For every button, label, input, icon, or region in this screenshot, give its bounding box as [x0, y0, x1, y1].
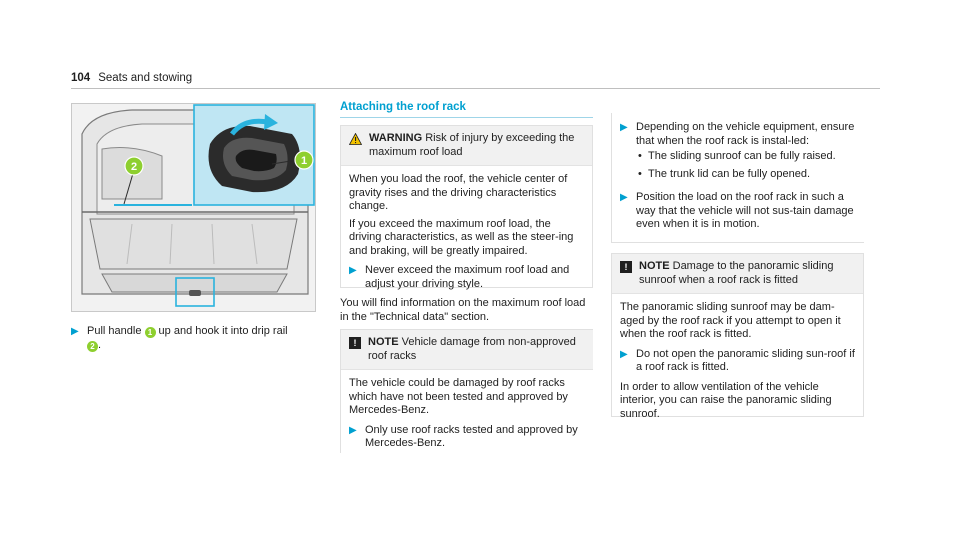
- note-heading: Vehicle damage from non-approved roof racks: [368, 336, 576, 362]
- warning-paragraph-2: If you exceed the maximum roof load, the driving characteristics, as well as the steer-ing and braking, will be greatly impaired.: [349, 217, 574, 257]
- equipment-step: [620, 121, 856, 185]
- sunroof-note-body: [612, 294, 863, 433]
- note-label: NOTE: [368, 336, 399, 348]
- note-body-text: The vehicle could be damaged by roof racks which have not been tested and approved by Mercedes-Benz.: [349, 377, 568, 416]
- pull-handle-step: [71, 325, 321, 352]
- warning-header: [341, 126, 592, 166]
- section-heading: Attaching the roof rack: [340, 101, 466, 113]
- conditions-list: [636, 150, 856, 181]
- warning-step-text: Never exceed the maximum roof load and adjust your driving style.: [365, 264, 570, 290]
- sunroof-note-label: NOTE: [639, 260, 670, 272]
- roof-rack-steps: [611, 113, 864, 243]
- note-box-racks: [340, 329, 593, 453]
- note-step: [349, 424, 585, 451]
- warning-box: [340, 125, 593, 288]
- page-header: [71, 72, 192, 86]
- note-header-text: [368, 336, 585, 363]
- list-item: • The sliding sunroof can be fully raised.: [636, 150, 856, 164]
- warning-triangle-icon: [349, 133, 362, 145]
- equipment-step-text: Depending on the vehicle equipment, ensure that when the roof rack is instal-led:: [636, 121, 855, 147]
- step-text-end: .: [98, 338, 102, 351]
- step-arrow-icon: ▶: [620, 348, 628, 360]
- callout-1-badge: 1: [145, 327, 156, 338]
- trunk-illustration: [71, 103, 316, 312]
- callout-2-badge: 2: [87, 341, 98, 352]
- roof-rack-steps-body: [612, 113, 864, 232]
- warning-heading: Risk of injury by exceeding the maximum roof load: [369, 132, 575, 158]
- position-load-text: Position the load on the roof rack in such a way that the vehicle will not sus-tain damage even when it is in motion.: [636, 191, 854, 230]
- note-step-text: Only use roof racks tested and approved by Mercedes-Benz.: [365, 423, 578, 449]
- callout-1-label: 1: [300, 155, 308, 167]
- note-box-sunroof: [611, 253, 864, 420]
- sunroof-note-text: The panoramic sliding sunroof may be dam-aged by the roof rack if you attempt to open it when the roof rack is fitted.: [620, 301, 841, 340]
- header-divider: [71, 88, 880, 89]
- pull-handle-text: [87, 325, 288, 352]
- callout-2-label: 2: [130, 161, 138, 173]
- sunroof-note-step: [620, 348, 855, 375]
- position-load-step: [620, 191, 856, 232]
- note-body: [341, 370, 593, 459]
- sunroof-note-heading: Damage to the panoramic sliding sunroof when a roof rack is fitted: [639, 260, 834, 286]
- section-title: Seats and stowing: [98, 72, 193, 84]
- step-arrow-icon: ▶: [349, 424, 357, 436]
- sunroof-note-header-text: [639, 260, 855, 287]
- step-arrow-icon: ▶: [620, 192, 628, 203]
- list-item: • The trunk lid can be fully opened.: [636, 168, 856, 182]
- warning-paragraph-1: When you load the roof, the vehicle center of gravity rises and the driving characteristics change.: [349, 173, 568, 212]
- step-text-middle: up and hook it into drip rail: [155, 325, 288, 337]
- page-number: 104: [71, 72, 91, 84]
- note-exclamation-icon: !: [349, 337, 361, 349]
- warning-label: WARNING: [369, 132, 423, 144]
- warning-body: [341, 166, 592, 299]
- step-arrow-icon: ▶: [71, 326, 79, 337]
- sunroof-note-header: [612, 254, 863, 294]
- note-exclamation-icon: !: [620, 261, 632, 273]
- note-header: [341, 330, 593, 370]
- section-heading-rule: [340, 117, 593, 118]
- warning-step: [349, 264, 584, 291]
- sunroof-note-step-text: Do not open the panoramic sliding sun-roof if a roof rack is fitted.: [636, 347, 855, 373]
- step-arrow-icon: ▶: [349, 265, 357, 276]
- step-arrow-icon: ▶: [620, 122, 628, 133]
- max-roof-load-info: You will find information on the maximum roof load in the "Technical data" section.: [340, 297, 586, 323]
- ventilation-text: In order to allow ventilation of the vehicle interior, you can raise the panoramic sliding sunroof.: [620, 380, 832, 420]
- trunk-drawing: [72, 104, 315, 311]
- step-text-start: Pull handle: [87, 325, 145, 337]
- warning-header-text: [369, 132, 584, 159]
